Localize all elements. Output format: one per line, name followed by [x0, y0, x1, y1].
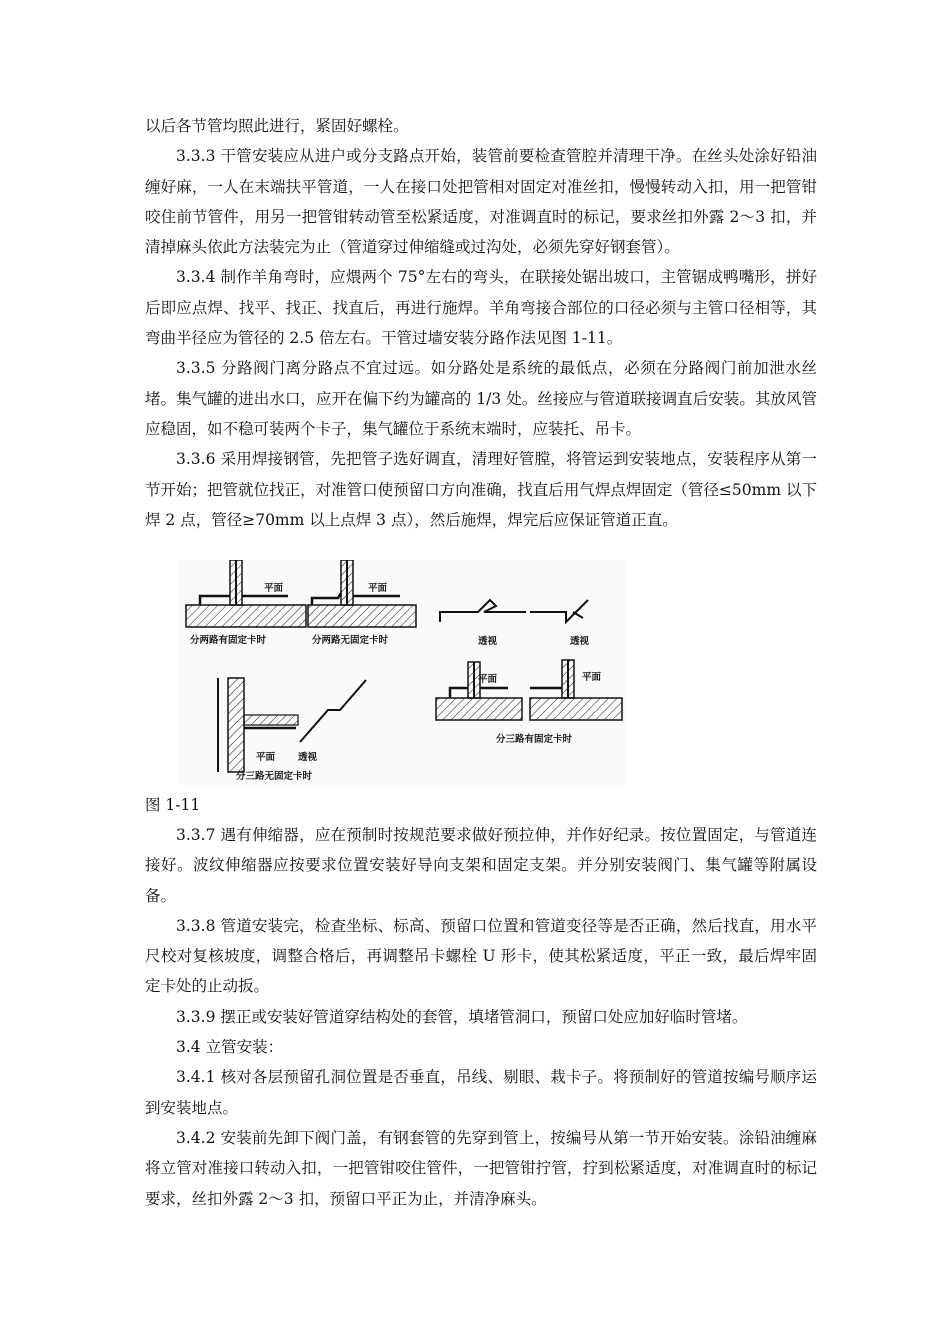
caption-three-branch-unfixed: 分三路无固定卡时 [236, 771, 313, 782]
label-plan: 平面 [256, 752, 276, 763]
diagram-perspective-2 [530, 600, 590, 647]
diagram-two-branch-fixed [186, 560, 306, 646]
paragraph: 3.3.4 制作羊角弯时，应煨两个 75°左右的弯头，在联接处锯出坡口，主管锯成鸭嘴形，拼好后即应点焊、找平、找正、找直后，再进行施焊。羊角弯接合部位的口径必须与主管口径相等，其弯曲半径应为管径的 2.5 倍左右。干管过墙安装分路作法见图 1-11。 [145, 268, 817, 348]
label-perspective: 透视 [570, 636, 590, 647]
diagram-three-branch-fixed [436, 660, 622, 745]
label-plan: 平面 [368, 583, 388, 594]
paragraph: 3.3.8 管道安装完，检查坐标、标高、预留口位置和管道变径等是否正确，然后找直，用水平尺校对复核坡度，调整合格后，再调整吊卡螺栓 U 形卡，使其松紧适度，平正一致，最后焊牢固定卡处的止动扳。 [145, 916, 817, 996]
diagram-two-branch-unfixed [308, 560, 416, 646]
text-block-bottom [145, 820, 817, 1214]
caption-two-branch-unfixed: 分两路无固定卡时 [312, 635, 389, 646]
figure-caption: 图 1-11 [145, 796, 201, 814]
label-perspective: 透视 [478, 636, 498, 647]
label-plan: 平面 [264, 583, 284, 594]
label-plan: 平面 [478, 674, 498, 685]
paragraph: 3.3.9 摆正或安装好管道穿结构处的套管，填堵管洞口，预留口处应加好临时管堵。 [176, 1007, 748, 1026]
section-heading: 3.4 立管安装： [176, 1038, 284, 1057]
caption-two-branch-fixed: 分两路有固定卡时 [190, 635, 267, 646]
figure-1-11 [178, 560, 626, 785]
text-block-top [145, 111, 817, 535]
paragraph: 3.3.6 采用焊接钢管，先把管子选好调直，清理好管膛，将管运到安装地点，安装程序从第一节开始；把管就位找正，对准管口使预留口方向准确，找直后用气焊点焊固定（管径≤50mm 以下焊 2 点，管径≥70mm 以上点焊 3 点），然后施焊，焊完后应保证管道正直。 [145, 450, 817, 529]
diagram-perspective-1 [440, 600, 526, 647]
paragraph: 3.4.1 核对各层预留孔洞位置是否垂直，吊线、剔眼、栽卡子。将预制好的管道按编号顺序运到安装地点。 [145, 1068, 817, 1117]
label-plan: 平面 [582, 672, 602, 683]
diagram-three-branch-unfixed [218, 678, 366, 782]
label-perspective: 透视 [298, 752, 318, 763]
paragraph: 3.4.2 安装前先卸下阀门盖，有钢套管的先穿到管上，按编号从第一节开始安装。涂铅油缠麻将立管对准接口转动入扣，一把管钳咬住管件，一把管钳拧管，拧到松紧适度，对准调直时的标记要求，丝扣外露 2～3 扣，预留口平正为止，并清净麻头。 [145, 1128, 817, 1208]
paragraph: 3.3.3 干管安装应从进户或分支路点开始，装管前要检查管腔并清理干净。在丝头处涂好铅油缠好麻，一人在末端扶平管道，一人在接口处把管相对固定对准丝扣，慢慢转动入扣，用一把管钳咬住前节管件，用另一把管钳转动管至松紧适度，对准调直时的标记，要求丝扣外露 2～3 扣，并清掉麻头依此方法装完为止（管道穿过伸缩缝或过沟处，必须先穿好钢套管）。 [145, 147, 817, 257]
paragraph: 3.3.7 遇有伸缩器，应在预制时按规范要求做好预拉伸，并作好纪录。按位置固定，与管道连接好。波纹伸缩器应按要求位置安装好导向支架和固定支架。并分别安装阀门、集气罐等附属设备。 [145, 826, 817, 905]
pipe-branch-diagram [178, 560, 626, 785]
paragraph: 以后各节管均照此进行，紧固好螺栓。 [145, 117, 409, 135]
paragraph: 3.3.5 分路阀门离分路点不宜过远。如分路处是系统的最低点，必须在分路阀门前加泄水丝堵。集气罐的进出水口，应开在偏下约为罐高的 1/3 处。丝接应与管道联接调直后安装。其放风管应稳固，如不稳可装两个卡子，集气罐位于系统末端时，应装托、吊卡。 [145, 359, 817, 438]
caption-three-branch-fixed: 分三路有固定卡时 [496, 734, 573, 745]
